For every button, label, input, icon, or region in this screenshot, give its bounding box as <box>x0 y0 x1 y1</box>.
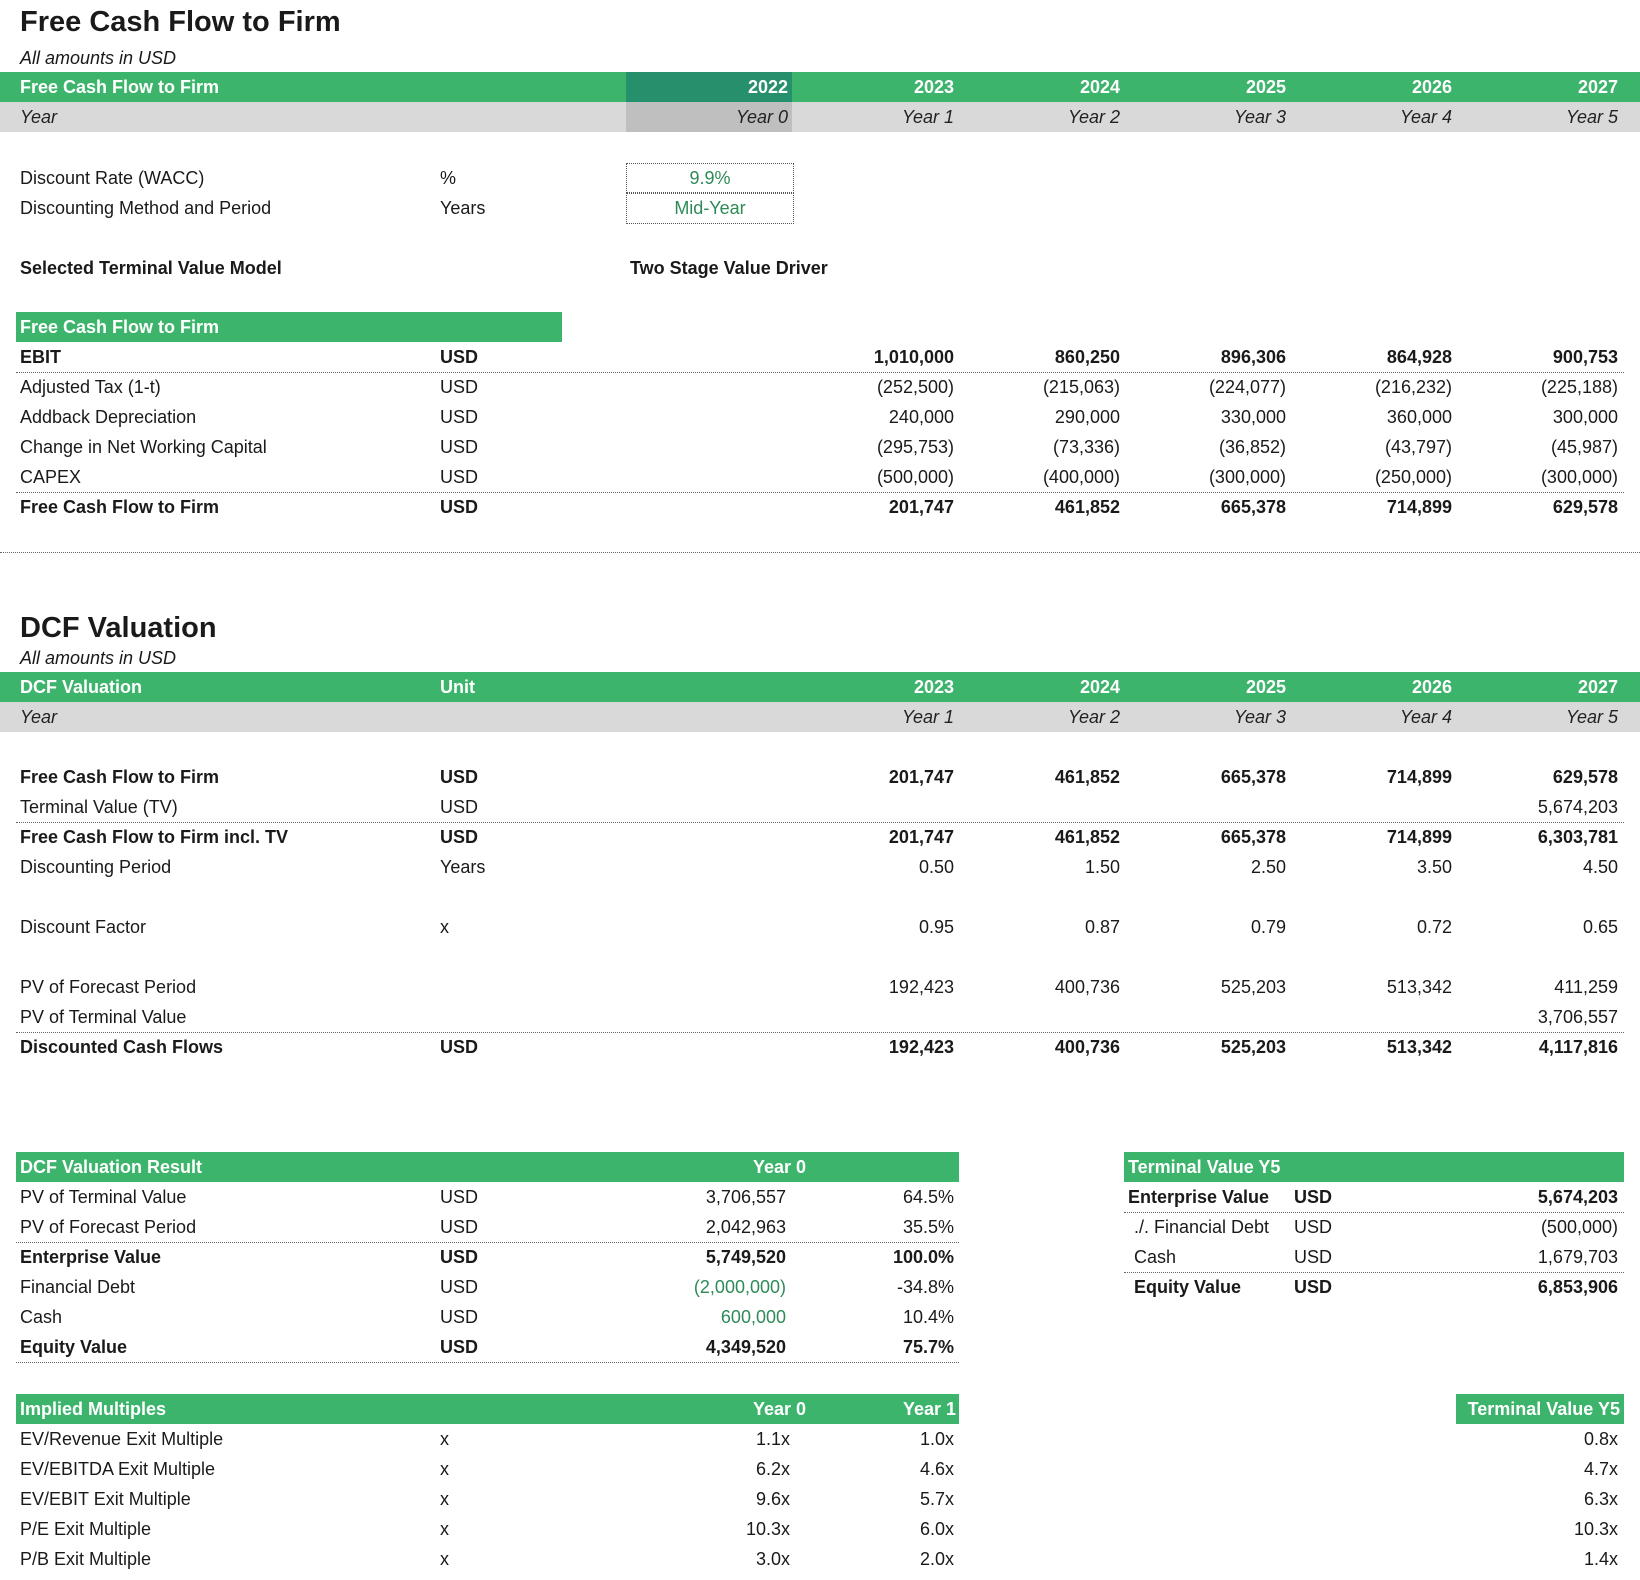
row-value: 525,203 <box>1220 977 1286 997</box>
method-label: Discounting Method and Period <box>20 198 272 218</box>
result-header <box>16 1152 959 1182</box>
row-value: (43,797) <box>1384 437 1452 457</box>
dcf-year-label-3: Year 3 <box>1233 707 1286 727</box>
row-value: (300,000) <box>1540 467 1618 487</box>
fcf-row <box>0 372 1640 402</box>
row-value: 461,852 <box>1054 827 1120 847</box>
wacc-input[interactable]: 9.9% <box>626 163 794 193</box>
dcf-row <box>0 852 1640 882</box>
multiples-col-year1: Year 1 <box>902 1399 956 1419</box>
year-label-2: Year 2 <box>1067 107 1120 127</box>
row-value-tv: 10.3x <box>1573 1519 1618 1539</box>
row-unit: USD <box>1294 1277 1333 1297</box>
row-value: 2.50 <box>1250 857 1286 877</box>
fcf-row <box>0 342 1640 372</box>
row-value-year1: 2.0x <box>919 1549 954 1569</box>
row-value: 0.50 <box>918 857 954 877</box>
row-unit: USD <box>1294 1187 1333 1207</box>
row-value <box>966 1002 1120 1032</box>
dcf-year-2026: 2026 <box>1411 677 1452 697</box>
divider <box>16 492 1624 493</box>
row-value: 400,736 <box>1054 977 1120 997</box>
row-label: ./. Financial Debt <box>1134 1217 1270 1237</box>
row-value: (400,000) <box>1042 467 1120 487</box>
row-value: 6,303,781 <box>1537 827 1618 847</box>
row-unit: USD <box>440 437 479 457</box>
dcf-year-label-1: Year 1 <box>901 707 954 727</box>
row-value: 900,753 <box>1552 347 1618 367</box>
year-label-0: Year 0 <box>735 107 788 127</box>
row-value: (250,000) <box>1374 467 1452 487</box>
row-label: Change in Net Working Capital <box>20 437 267 457</box>
row-value <box>1298 1002 1452 1032</box>
row-unit: USD <box>440 377 479 397</box>
row-unit: USD <box>440 1337 479 1357</box>
row-value <box>800 1002 954 1032</box>
tv-header <box>1124 1152 1624 1182</box>
row-value: 240,000 <box>888 407 954 427</box>
row-label: EV/EBIT Exit Multiple <box>20 1489 191 1509</box>
wacc-unit: % <box>440 168 457 188</box>
row-value: 513,342 <box>1386 977 1452 997</box>
row-value: 411,259 <box>1554 977 1618 997</box>
dcf-row <box>0 792 1640 822</box>
divider <box>16 372 1624 373</box>
dcf-row <box>0 822 1640 852</box>
section-divider <box>0 552 1640 553</box>
divider <box>1124 1212 1624 1213</box>
row-label: Cash <box>20 1307 63 1327</box>
dcf-row <box>0 1002 1640 1032</box>
row-label: Free Cash Flow to Firm <box>20 767 220 787</box>
fcf-row <box>0 492 1640 522</box>
dcf-year-label-5: Year 5 <box>1565 707 1618 727</box>
row-label: Equity Value <box>20 1337 128 1357</box>
row-value: 201,747 <box>888 497 954 517</box>
row-value: 290,000 <box>1054 407 1120 427</box>
method-input[interactable]: Mid-Year <box>626 193 794 224</box>
row-value: 6,853,906 <box>1537 1277 1618 1297</box>
year-2027: 2027 <box>1577 77 1618 97</box>
row-value-year0: 6.2x <box>755 1459 790 1479</box>
row-value: (252,500) <box>876 377 954 397</box>
fcf-subtitle: All amounts in USD <box>20 48 177 68</box>
row-label: EV/Revenue Exit Multiple <box>20 1429 224 1449</box>
row-value: (215,063) <box>1042 377 1120 397</box>
row-value-year0: 3.0x <box>755 1549 790 1569</box>
row-label: Adjusted Tax (1-t) <box>20 377 161 397</box>
tv-row <box>0 1212 1640 1242</box>
row-value-tv: 0.8x <box>1583 1429 1618 1449</box>
dcf-row <box>0 972 1640 1002</box>
row-value: 513,342 <box>1386 1037 1452 1057</box>
row-value: 896,306 <box>1220 347 1286 367</box>
divider <box>16 1362 959 1363</box>
method-row <box>0 193 1640 223</box>
multiple-row <box>0 1514 1640 1544</box>
row-value: 300,000 <box>1552 407 1618 427</box>
row-unit: x <box>440 1489 449 1509</box>
row-value: 461,852 <box>1054 497 1120 517</box>
row-label: CAPEX <box>20 467 82 487</box>
row-label: Equity Value <box>1134 1277 1242 1297</box>
row-value: 3,706,557 <box>1537 1007 1618 1027</box>
row-value-year0: 9.6x <box>755 1489 790 1509</box>
row-unit: USD <box>440 1247 479 1267</box>
row-unit: x <box>440 917 449 937</box>
fcf-table-header <box>16 312 562 342</box>
row-value: 201,747 <box>888 767 954 787</box>
row-label: PV of Forecast Period <box>20 977 197 997</box>
dcf-year-row-label: Year <box>20 707 58 727</box>
dcf-year-label-row <box>0 702 1640 732</box>
row-value: 4.50 <box>1582 857 1618 877</box>
row-value: 525,203 <box>1220 1037 1286 1057</box>
row-value <box>1132 792 1286 822</box>
row-value: 665,378 <box>1220 827 1286 847</box>
divider <box>16 1032 1624 1033</box>
row-value: 629,578 <box>1552 497 1618 517</box>
row-percent: 75.7% <box>902 1337 954 1357</box>
row-label: Discounted Cash Flows <box>20 1037 224 1057</box>
year-row-label: Year <box>20 107 58 127</box>
row-unit: USD <box>440 827 479 847</box>
year-2022: 2022 <box>747 77 788 97</box>
tv-model-row <box>0 253 1640 283</box>
row-value: 3.50 <box>1416 857 1452 877</box>
row-value: (225,188) <box>1540 377 1618 397</box>
row-value: 860,250 <box>1054 347 1120 367</box>
dcf-year-2027: 2027 <box>1577 677 1618 697</box>
row-value: (295,753) <box>876 437 954 457</box>
row-value: (2,000,000) <box>693 1277 786 1297</box>
year-label-3: Year 3 <box>1233 107 1286 127</box>
fcf-table-header-label: Free Cash Flow to Firm <box>20 317 220 337</box>
row-unit: USD <box>440 1037 479 1057</box>
multiple-row <box>0 1484 1640 1514</box>
row-unit: USD <box>440 1277 479 1297</box>
row-value: 1.50 <box>1084 857 1120 877</box>
row-label: Free Cash Flow to Firm <box>20 497 220 517</box>
dcf-header-label: DCF Valuation <box>20 677 143 697</box>
multiple-row <box>0 1424 1640 1454</box>
row-value: 665,378 <box>1220 767 1286 787</box>
dcf-subtitle: All amounts in USD <box>20 648 177 668</box>
row-value: (216,232) <box>1374 377 1452 397</box>
tv-model-label: Selected Terminal Value Model <box>20 258 282 278</box>
row-unit: USD <box>440 347 479 367</box>
row-unit: Years <box>440 857 486 877</box>
row-value: 1,679,703 <box>1537 1247 1618 1267</box>
row-unit: x <box>440 1459 449 1479</box>
row-percent: 35.5% <box>902 1217 954 1237</box>
row-value: 0.65 <box>1582 917 1618 937</box>
row-label: Discount Factor <box>20 917 147 937</box>
row-label: Enterprise Value <box>1128 1187 1270 1207</box>
result-header-label: DCF Valuation Result <box>20 1157 203 1177</box>
result-row <box>0 1302 1640 1332</box>
row-unit: USD <box>440 1217 479 1237</box>
row-value: (500,000) <box>876 467 954 487</box>
dcf-year-header <box>0 672 1640 702</box>
row-unit: USD <box>440 1307 479 1327</box>
year-2024: 2024 <box>1079 77 1120 97</box>
divider <box>1124 1272 1624 1273</box>
fcf-row <box>0 402 1640 432</box>
fcf-row <box>0 432 1640 462</box>
row-value: 5,674,203 <box>1537 797 1618 817</box>
dcf-year-label-2: Year 2 <box>1067 707 1120 727</box>
row-unit: x <box>440 1519 449 1539</box>
row-value: (224,077) <box>1208 377 1286 397</box>
multiples-tv-header <box>1456 1394 1624 1424</box>
method-unit: Years <box>440 198 486 218</box>
row-value: 864,928 <box>1386 347 1452 367</box>
row-label: Free Cash Flow to Firm incl. TV <box>20 827 289 847</box>
row-unit: x <box>440 1549 449 1569</box>
row-value: 1,010,000 <box>873 347 954 367</box>
year-2023: 2023 <box>913 77 954 97</box>
tv-model-value: Two Stage Value Driver <box>630 258 828 278</box>
row-value: 0.72 <box>1416 917 1452 937</box>
dcf-row <box>0 912 1640 942</box>
dcf-row <box>0 762 1640 792</box>
dcf-year-2023: 2023 <box>913 677 954 697</box>
row-value: (36,852) <box>1218 437 1286 457</box>
row-percent: 64.5% <box>902 1187 954 1207</box>
year-2026: 2026 <box>1411 77 1452 97</box>
row-value: 0.95 <box>918 917 954 937</box>
tv-header-label: Terminal Value Y5 <box>1128 1157 1281 1177</box>
year-label-1: Year 1 <box>901 107 954 127</box>
multiples-header <box>16 1394 959 1424</box>
year-label-5: Year 5 <box>1565 107 1618 127</box>
row-value: 192,423 <box>888 977 954 997</box>
year-2025: 2025 <box>1245 77 1286 97</box>
row-value-year1: 4.6x <box>919 1459 954 1479</box>
row-value-year0: 1.1x <box>755 1429 790 1449</box>
row-value: (45,987) <box>1550 437 1618 457</box>
fcf-year-header <box>0 72 1640 102</box>
row-value-year1: 1.0x <box>919 1429 954 1449</box>
dcf-year-2024: 2024 <box>1079 677 1120 697</box>
row-value: (300,000) <box>1208 467 1286 487</box>
result-row <box>0 1332 1640 1362</box>
row-value: 714,899 <box>1386 767 1452 787</box>
multiples-header-label: Implied Multiples <box>20 1399 167 1419</box>
row-value: 0.87 <box>1084 917 1120 937</box>
row-value: (73,336) <box>1052 437 1120 457</box>
row-label: P/E Exit Multiple <box>20 1519 152 1539</box>
row-percent: -34.8% <box>896 1277 954 1297</box>
divider <box>16 822 1624 823</box>
row-label: PV of Terminal Value <box>20 1007 187 1027</box>
dcf-title: DCF Valuation <box>20 612 217 644</box>
fcf-header-label: Free Cash Flow to Firm <box>20 77 220 97</box>
row-unit: USD <box>440 1187 479 1207</box>
row-label: EV/EBITDA Exit Multiple <box>20 1459 216 1479</box>
row-value: 2,042,963 <box>705 1217 786 1237</box>
row-value: 714,899 <box>1386 827 1452 847</box>
row-label: P/B Exit Multiple <box>20 1549 152 1569</box>
row-unit: x <box>440 1429 449 1449</box>
row-label: EBIT <box>20 347 62 367</box>
row-value: 629,578 <box>1552 767 1618 787</box>
row-percent: 100.0% <box>892 1247 954 1267</box>
row-value: (500,000) <box>1540 1217 1618 1237</box>
row-value: 5,749,520 <box>705 1247 786 1267</box>
row-value: 201,747 <box>888 827 954 847</box>
multiples-tv-header-label: Terminal Value Y5 <box>1467 1399 1620 1419</box>
row-unit: USD <box>1294 1247 1333 1267</box>
row-unit: USD <box>440 767 479 787</box>
row-label: Terminal Value (TV) <box>20 797 178 817</box>
dcf-row <box>0 1032 1640 1062</box>
tv-row <box>0 1242 1640 1272</box>
row-value: 0.79 <box>1250 917 1286 937</box>
row-label: PV of Forecast Period <box>20 1217 197 1237</box>
row-label: Addback Depreciation <box>20 407 197 427</box>
multiple-row <box>0 1544 1640 1574</box>
tv-row <box>0 1272 1640 1302</box>
row-value <box>800 792 954 822</box>
row-unit: USD <box>440 407 479 427</box>
row-label: Financial Debt <box>20 1277 136 1297</box>
row-label: Discounting Period <box>20 857 172 877</box>
dcf-year-2025: 2025 <box>1245 677 1286 697</box>
row-value-year0: 10.3x <box>745 1519 790 1539</box>
wacc-row <box>0 163 1640 193</box>
dcf-unit-header: Unit <box>440 677 475 697</box>
row-value-tv: 6.3x <box>1583 1489 1618 1509</box>
row-value <box>1132 1002 1286 1032</box>
row-value: 461,852 <box>1054 767 1120 787</box>
row-unit: USD <box>440 797 479 817</box>
row-value: 3,706,557 <box>705 1187 786 1207</box>
row-value: 4,117,816 <box>1538 1037 1618 1057</box>
row-value: 4,349,520 <box>705 1337 786 1357</box>
row-value <box>966 792 1120 822</box>
row-value: 360,000 <box>1386 407 1452 427</box>
fcf-title: Free Cash Flow to Firm <box>20 6 341 38</box>
row-value: 5,674,203 <box>1537 1187 1618 1207</box>
row-label: Enterprise Value <box>20 1247 162 1267</box>
row-value <box>1298 792 1452 822</box>
multiple-row <box>0 1454 1640 1484</box>
row-value: 714,899 <box>1386 497 1452 517</box>
row-unit: USD <box>440 497 479 517</box>
fcf-year-label-row <box>0 102 1640 132</box>
year-label-4: Year 4 <box>1399 107 1452 127</box>
row-value-tv: 4.7x <box>1583 1459 1618 1479</box>
row-value: 192,423 <box>888 1037 954 1057</box>
fcf-row <box>0 462 1640 492</box>
row-unit: USD <box>440 467 479 487</box>
row-unit: USD <box>1294 1217 1333 1237</box>
tv-row <box>0 1182 1640 1212</box>
row-value-year1: 6.0x <box>919 1519 954 1539</box>
dcf-year-label-4: Year 4 <box>1399 707 1452 727</box>
row-value: 665,378 <box>1220 497 1286 517</box>
row-label: Cash <box>1134 1247 1177 1267</box>
result-header-col: Year 0 <box>752 1157 806 1177</box>
row-value-tv: 1.4x <box>1583 1549 1618 1569</box>
row-value: 400,736 <box>1054 1037 1120 1057</box>
row-percent: 10.4% <box>902 1307 954 1327</box>
multiples-col-year0: Year 0 <box>752 1399 806 1419</box>
row-value: 600,000 <box>720 1307 786 1327</box>
row-value: 330,000 <box>1220 407 1286 427</box>
row-label: PV of Terminal Value <box>20 1187 187 1207</box>
wacc-label: Discount Rate (WACC) <box>20 168 205 188</box>
row-value-year1: 5.7x <box>919 1489 954 1509</box>
